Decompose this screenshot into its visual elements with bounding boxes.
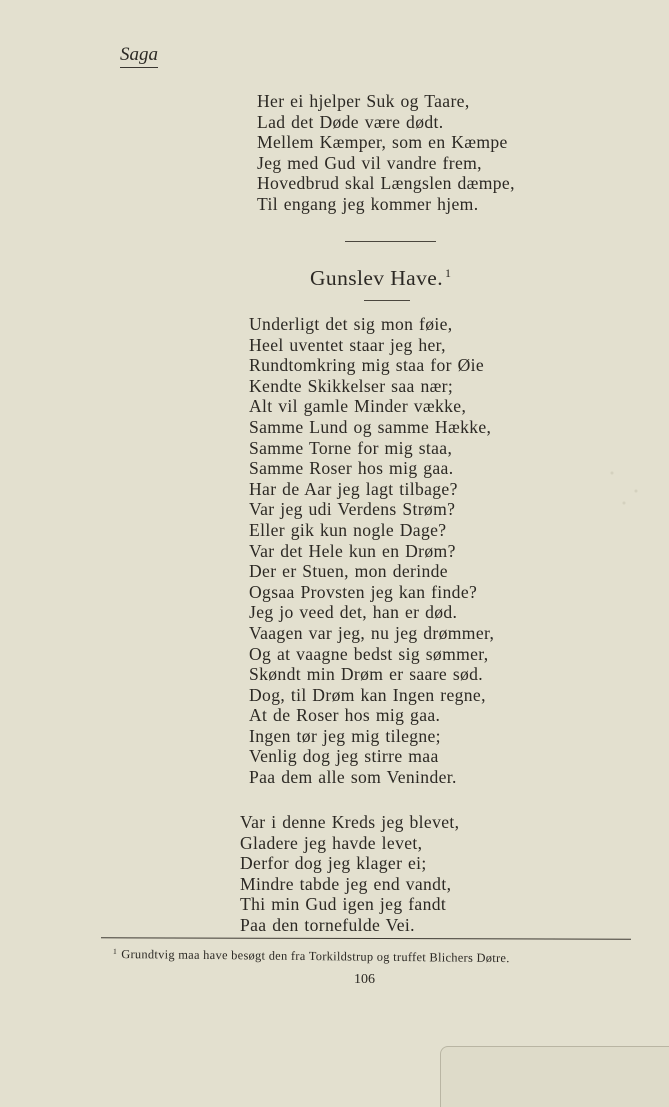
verse-line: Skøndt min Drøm er saare sød. — [249, 664, 484, 685]
stanza-3 — [240, 812, 459, 936]
verse-line: Har de Aar jeg lagt tilbage? — [249, 478, 458, 499]
verse-line: Dog, til Drøm kan Ingen regne, — [249, 684, 486, 705]
verse-line: Gladere jeg havde levet, — [240, 832, 423, 853]
stanza-2 — [249, 314, 494, 788]
stanza-1 — [257, 91, 515, 214]
verse-line: Alt vil gamle Minder vække, — [249, 396, 467, 417]
running-head: Saga — [120, 44, 158, 68]
footnote-text: Grundtvig maa have besøgt den fra Torkildstrup og truffet Blichers Døtre. — [121, 947, 510, 966]
verse-line: Derfor dog jeg klager ei; — [240, 853, 427, 874]
footnote — [113, 947, 510, 966]
verse-line: Ogsaa Provsten jeg kan finde? — [249, 581, 478, 602]
verse-line: Samme Lund og samme Hække, — [249, 416, 492, 437]
verse-line: Var i denne Kreds jeg blevet, — [240, 812, 460, 832]
footnote-marker: 1 — [112, 947, 118, 957]
verse-line: Lad det Døde være dødt. — [257, 111, 444, 132]
verse-line: Underligt det sig mon føie, — [249, 314, 453, 334]
verse-line: Kendte Skikkelser saa nær; — [249, 375, 454, 396]
verse-line: Paa dem alle som Veninder. — [249, 767, 457, 788]
underlying-page-edge — [440, 1046, 669, 1107]
verse-line: Jeg jo veed det, han er død. — [249, 602, 458, 623]
verse-line: Ingen tør jeg mig tilegne; — [249, 725, 441, 746]
verse-line: Venlig dog jeg stirre maa — [249, 746, 439, 767]
verse-line: Og at vaagne bedst sig sømmer, — [249, 643, 489, 664]
verse-line: Mindre tabde jeg end vandt, — [240, 873, 452, 894]
verse-line: Eller gik kun nogle Dage? — [249, 519, 447, 540]
paper-specks — [600, 455, 660, 515]
title-divider — [364, 300, 410, 301]
verse-line: At de Roser hos mig gaa. — [249, 705, 441, 726]
verse-line: Rundtomkring mig staa for Øie — [249, 355, 485, 376]
verse-line: Paa den tornefulde Vei. — [240, 914, 415, 935]
verse-line: Vaagen var jeg, nu jeg drømmer, — [249, 622, 495, 643]
page-number: 106 — [354, 972, 375, 987]
verse-line: Samme Roser hos mig gaa. — [249, 458, 454, 479]
verse-line: Mellem Kæmper, som en Kæmpe — [257, 132, 508, 152]
verse-line: Hovedbrud skal Længslen dæmpe, — [257, 173, 515, 193]
verse-line: Heel uventet staar jeg her, — [249, 334, 446, 355]
footnote-divider — [101, 937, 631, 939]
verse-line: Jeg med Gud vil vandre frem, — [257, 152, 482, 173]
verse-line: Til engang jeg kommer hjem. — [257, 193, 479, 214]
verse-line: Var jeg udi Verdens Strøm? — [249, 499, 456, 520]
verse-line: Der er Stuen, mon derinde — [249, 561, 448, 582]
footnote-reference: 1 — [444, 266, 452, 280]
verse-line: Her ei hjelper Suk og Taare, — [257, 91, 470, 111]
poem-title-text: Gunslev Have. — [310, 266, 443, 290]
section-divider — [345, 241, 436, 242]
verse-line: Thi min Gud igen jeg fandt — [240, 894, 447, 915]
verse-line: Var det Hele kun en Drøm? — [249, 540, 456, 561]
poem-title — [310, 266, 451, 291]
verse-line: Samme Torne for mig staa, — [249, 437, 453, 458]
